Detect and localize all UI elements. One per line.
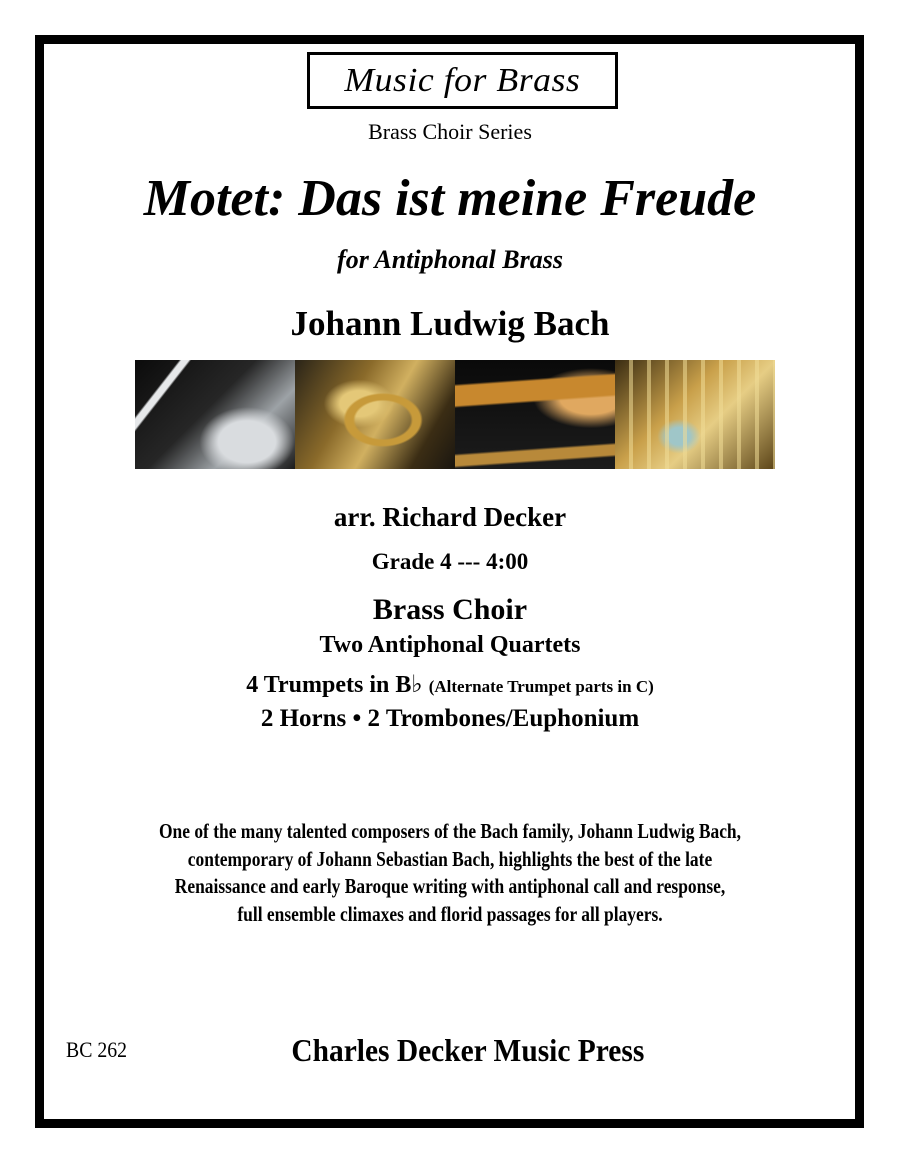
instrumentation-trumpets xyxy=(0,669,900,703)
grade-duration: Grade 4 --- 4:00 xyxy=(371,549,529,574)
trombone-photo xyxy=(455,360,615,469)
description-line: full ensemble climaxes and florid passages for all players. xyxy=(237,901,663,926)
work-description xyxy=(0,818,900,928)
composer-name: Johann Ludwig Bach xyxy=(290,304,610,343)
ensemble-subtype: Two Antiphonal Quartets xyxy=(319,632,581,658)
publisher-name: Charles Decker Music Press xyxy=(291,1032,644,1068)
instrumentation-others: 2 Horns • 2 Trombones/Euphonium xyxy=(260,705,640,732)
description-line: contemporary of Johann Sebastian Bach, highlights the best of the late xyxy=(187,846,713,871)
ensemble-type: Brass Choir xyxy=(372,593,528,626)
series-label: Music for Brass xyxy=(344,62,581,99)
series-label-box xyxy=(307,52,618,109)
instrument-photo-strip xyxy=(135,360,775,469)
horn-photo xyxy=(295,360,455,469)
catalog-number: BC 262 xyxy=(66,1037,128,1062)
trumpets-label: 4 Trumpets in B♭ xyxy=(246,672,423,698)
tuba-photo xyxy=(615,360,775,469)
work-subtitle: for Antiphonal Brass xyxy=(337,245,563,274)
trumpets-note: (Alternate Trumpet parts in C) xyxy=(428,677,654,696)
publisher-block xyxy=(0,1030,900,1070)
trumpet-photo xyxy=(135,360,295,469)
arranger: arr. Richard Decker xyxy=(333,502,567,532)
description-line: Renaissance and early Baroque writing with antiphonal call and response, xyxy=(174,874,726,898)
description-line: One of the many talented composers of the Bach family, Johann Ludwig Bach, xyxy=(158,819,741,843)
subseries-label: Brass Choir Series xyxy=(368,119,532,144)
work-title: Motet: Das ist meine Freude xyxy=(143,170,757,227)
